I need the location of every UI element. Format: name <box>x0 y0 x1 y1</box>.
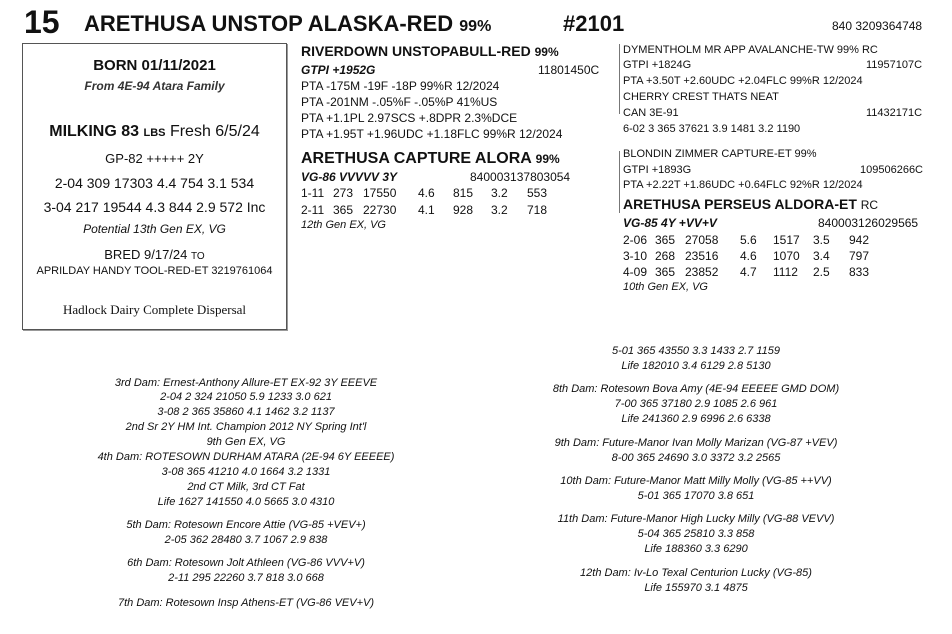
rec-fat: 1070 <box>773 249 800 263</box>
info-box <box>22 43 287 330</box>
potential-gen: Potential 13th Gen EX, VG <box>83 222 226 236</box>
to-label: TO <box>191 251 205 262</box>
fifth-dam: 5th Dam: Rotesown Encore Attie (VG-85 +VEV+) <box>126 519 366 531</box>
pedigree-line: 5-04 365 25810 3.3 858 <box>637 528 755 540</box>
ds-name: BLONDIN ZIMMER CAPTURE-ET 99% <box>623 148 817 160</box>
record-line: 3-04 217 19544 4.3 844 2.9 572 Inc <box>43 199 266 215</box>
rec-prot: 553 <box>527 186 548 200</box>
sire-pta-line: PTA +1.95T +1.96UDC +1.18FLC 99%R 12/2024 <box>301 127 563 141</box>
pedigree-line: 5-01 365 43550 3.3 1433 2.7 1159 <box>611 345 780 357</box>
family-line: From 4E-94 Atara Family <box>84 79 225 93</box>
sd-record: 6-02 3 365 37621 3.9 1481 3.2 1190 <box>623 123 801 135</box>
record-line: 2-04 309 17303 4.4 754 3.1 534 <box>54 175 255 191</box>
ss-pta: PTA +3.50T +2.60UDC +2.04FLC 99%R 12/2024 <box>623 75 863 87</box>
pedigree-line: 9th Gen EX, VG <box>206 436 286 448</box>
pedigree-line: 8-00 365 24690 3.0 3372 3.2 2565 <box>611 452 781 464</box>
sd-class: CAN 3E-91 <box>623 107 679 119</box>
rec-prot-pct: 2.5 <box>813 265 830 279</box>
farm-name: Hadlock Dairy Complete Dispersal <box>62 302 247 317</box>
ss-id: 11957107C <box>866 59 923 71</box>
rec-fat-pct: 4.7 <box>740 265 757 279</box>
pedigree-line: 2-11 295 22260 3.7 818 3.0 668 <box>168 572 324 584</box>
dam-name <box>301 150 560 168</box>
rec-age: 1-11 <box>301 186 325 200</box>
ss-gtpi: GTPI +1824G <box>623 59 692 71</box>
catalog-number: #2101 <box>563 11 625 36</box>
sd-id: 11432171C <box>866 107 923 119</box>
cow-name-text: ARETHUSA UNSTOP ALASKA-RED <box>84 11 454 36</box>
rec-age: 2-06 <box>623 233 648 247</box>
rec-milk: 23516 <box>685 249 719 263</box>
rec-fat: 815 <box>453 186 474 200</box>
rec-prot: 833 <box>849 265 870 279</box>
registration-number: 840 3209364748 <box>832 19 923 33</box>
sire-gtpi: GTPI +1952G <box>301 63 376 77</box>
rec-fat-pct: 5.6 <box>740 233 757 247</box>
rec-age: 2-11 <box>301 203 325 217</box>
rec-age: 3-10 <box>623 249 648 263</box>
ds-id: 109506266C <box>860 164 924 176</box>
third-dam: 3rd Dam: Ernest-Anthony Allure-ET EX-92 3Y EEEVE <box>114 377 378 389</box>
sire-pta-line: PTA -175M -19F -18P 99%R 12/2024 <box>301 79 500 93</box>
rec-fat-pct: 4.1 <box>418 203 435 217</box>
twelfth-dam: 12th Dam: Iv-Lo Texal Centurion Lucky (VG-85) <box>580 567 812 579</box>
sire-pta-line: PTA -201NM -.05%F -.05%P 41%US <box>301 95 498 109</box>
rec-milk: 27058 <box>685 233 719 247</box>
classification: GP-82 +++++ 2Y <box>105 151 204 166</box>
rec-milk: 22730 <box>363 203 397 217</box>
pedigree-line: Life 241360 2.9 6996 2.6 6338 <box>621 413 771 425</box>
rec-prot-pct: 3.2 <box>491 186 508 200</box>
pedigree-line: Life 188360 3.3 6290 <box>644 543 748 555</box>
service-sire: APRILDAY HANDY TOOL-RED-ET 3219761064 <box>36 265 273 277</box>
eleventh-dam: 11th Dam: Future-Manor High Lucky Milly (VG-88 VEVV) <box>557 513 835 525</box>
dam-id: 840003137803054 <box>470 170 571 184</box>
rec-milk: 17550 <box>363 186 397 200</box>
sire-percent: 99% <box>534 45 559 59</box>
pedigree-line: 5-01 365 17070 3.8 651 <box>637 490 755 502</box>
dam-classification: VG-86 VVVVV 3Y <box>301 170 398 184</box>
sire-name <box>301 43 559 59</box>
pedigree-line: 2nd CT Milk, 3rd CT Fat <box>187 481 305 493</box>
rec-prot-pct: 3.5 <box>813 233 830 247</box>
dd-name-text: ARETHUSA PERSEUS ALDORA-ET <box>623 196 857 212</box>
sire-pta-line: PTA +1.1PL 2.97SCS +.8DPR 2.3%DCE <box>301 111 518 125</box>
rec-prot: 718 <box>527 203 548 217</box>
rec-days: 365 <box>655 265 676 279</box>
rec-prot-pct: 3.2 <box>491 203 508 217</box>
sire-id: 11801450C <box>538 63 600 77</box>
rec-days: 365 <box>333 203 354 217</box>
milking-label: MILKING <box>49 123 117 140</box>
dam-percent: 99% <box>535 152 560 166</box>
pedigree-line: 3-08 365 41210 4.0 1664 3.2 1331 <box>161 466 331 478</box>
dam-bracket <box>619 151 620 213</box>
sire-name-text: RIVERDOWN UNSTOPABULL-RED <box>301 43 531 59</box>
rec-fat-pct: 4.6 <box>740 249 757 263</box>
ds-gtpi: GTPI +1893G <box>623 164 692 176</box>
sire-bracket <box>619 44 620 114</box>
dd-classification: VG-85 4Y +VV+V <box>623 216 717 230</box>
pedigree-line: Life 182010 3.4 6129 2.8 5130 <box>621 360 771 372</box>
dd-name <box>623 196 878 212</box>
rec-fat: 1517 <box>773 233 800 247</box>
sixth-dam: 6th Dam: Rotesown Jolt Athleen (VG-86 VVV+V) <box>127 557 365 569</box>
rec-prot: 942 <box>849 233 870 247</box>
bred-date: BRED 9/17/24 <box>104 247 188 262</box>
pedigree-line: 2-04 2 324 21050 5.9 1233 3.0 621 <box>160 391 332 403</box>
milking-line <box>23 123 286 141</box>
ds-pta: PTA +2.22T +1.86UDC +0.64FLC 92%R 12/2024 <box>623 179 863 191</box>
dd-gen: 10th Gen EX, VG <box>623 281 708 293</box>
lot-number: 15 <box>24 4 60 40</box>
seventh-dam: 7th Dam: Rotesown Insp Athens-ET (VG-86 VEV+V) <box>117 597 375 609</box>
rec-days: 365 <box>655 233 676 247</box>
fresh-date: Fresh 6/5/24 <box>169 123 260 140</box>
rec-prot: 797 <box>849 249 870 263</box>
pedigree-line: 2-05 362 28480 3.7 1067 2.9 838 <box>164 534 328 546</box>
dam-gen: 12th Gen EX, VG <box>301 219 386 231</box>
pedigree-line: Life 155970 3.1 4875 <box>644 582 748 594</box>
lbs-label: LBS <box>143 127 166 139</box>
ss-name: DYMENTHOLM MR APP AVALANCHE-TW 99% RC <box>623 44 878 56</box>
rec-fat: 928 <box>453 203 474 217</box>
rec-days: 273 <box>333 186 354 200</box>
pedigree-line: 3-08 2 365 35860 4.1 1462 3.2 1137 <box>157 406 335 418</box>
cow-name <box>84 11 491 37</box>
born-date: BORN 01/11/2021 <box>93 57 216 74</box>
pedigree-line: 2nd Sr 2Y HM Int. Champion 2012 NY Spring Int'l <box>125 421 367 433</box>
rec-age: 4-09 <box>623 265 648 279</box>
tenth-dam: 10th Dam: Future-Manor Matt Milly Molly (VG-85 ++VV) <box>560 475 832 487</box>
rec-days: 268 <box>655 249 676 263</box>
rec-fat: 1112 <box>773 265 798 279</box>
cow-percent: 99% <box>459 18 492 35</box>
rec-fat-pct: 4.6 <box>418 186 435 200</box>
ninth-dam: 9th Dam: Future-Manor Ivan Molly Marizan (VG-87 +VEV) <box>554 437 838 449</box>
fourth-dam: 4th Dam: ROTESOWN DURHAM ATARA (2E-94 6Y EEEEE) <box>97 451 395 463</box>
dam-name-text: ARETHUSA CAPTURE ALORA <box>301 150 532 167</box>
milking-value: 83 <box>121 123 140 140</box>
pedigree-line: Life 1627 141550 4.0 5665 3.0 4310 <box>157 496 335 508</box>
pedigree-line: 7-00 365 37180 2.9 1085 2.6 961 <box>614 398 778 410</box>
rec-prot-pct: 3.4 <box>813 249 830 263</box>
sd-name: CHERRY CREST THATS NEAT <box>623 91 779 103</box>
dd-rc: RC <box>860 198 879 212</box>
rec-milk: 23852 <box>685 265 719 279</box>
dd-id: 840003126029565 <box>818 216 919 230</box>
bred-line <box>23 247 286 262</box>
eighth-dam: 8th Dam: Rotesown Bova Amy (4E-94 EEEEE GMD DOM) <box>552 383 840 395</box>
